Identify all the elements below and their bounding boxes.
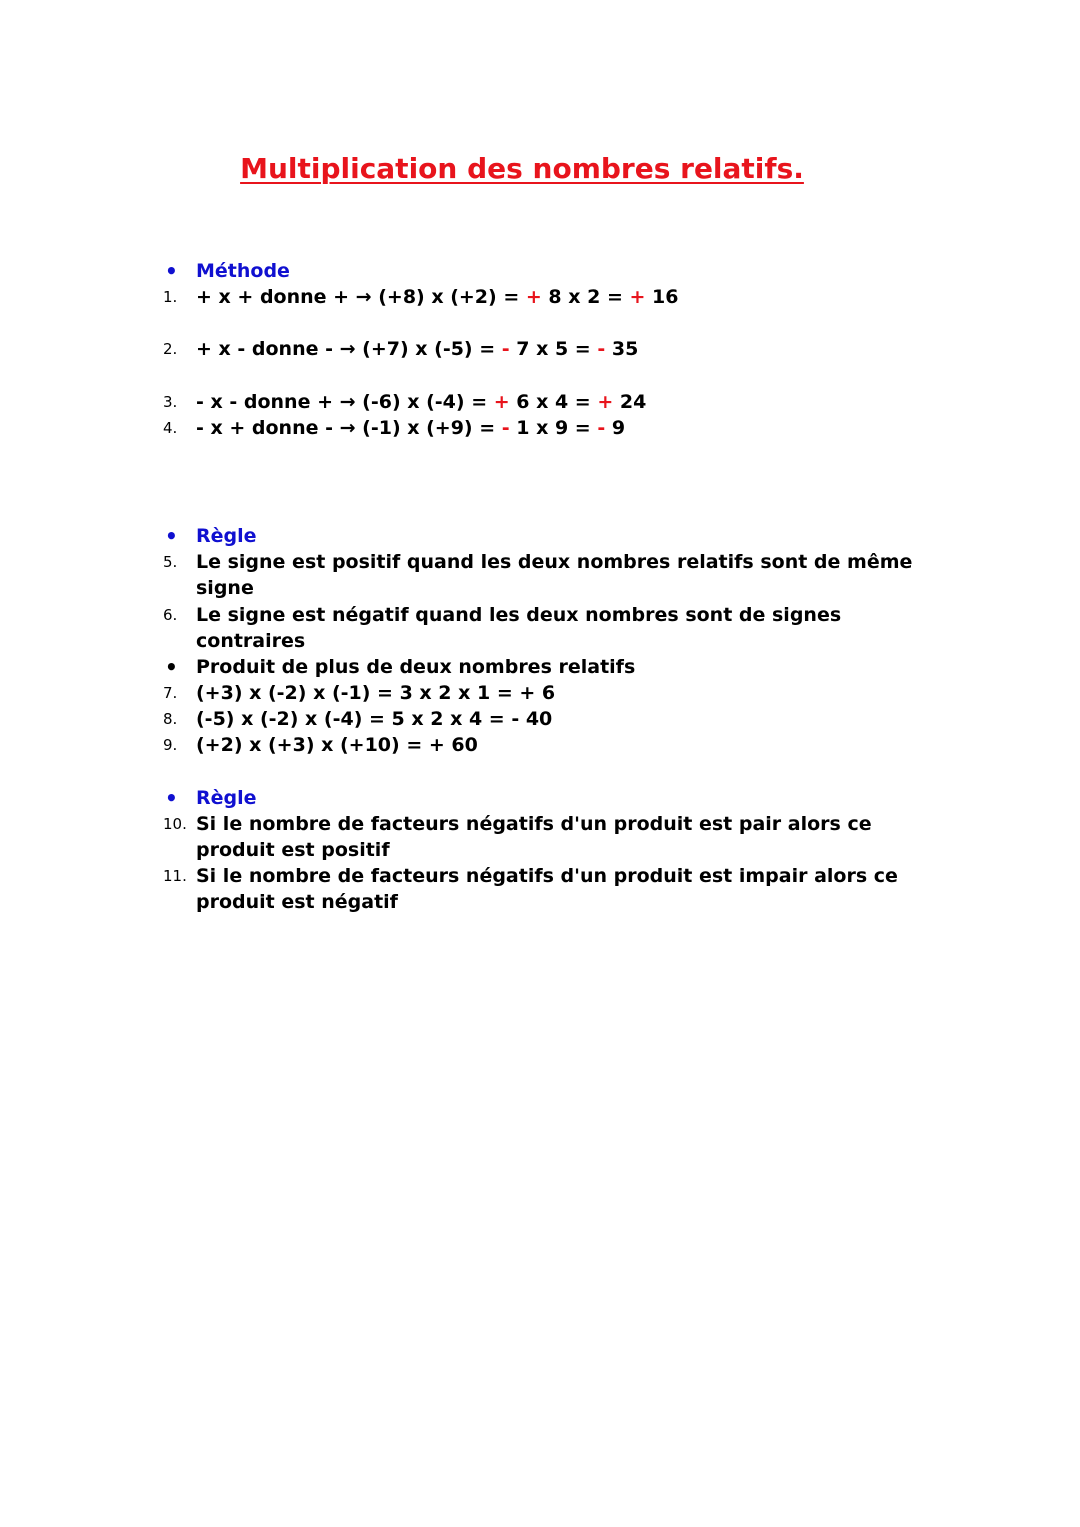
item-text: - x + donne - → (-1) x (+9) = - 1 x 9 = - 9: [196, 417, 626, 439]
item-text: (+3) x (-2) x (-1) = 3 x 2 x 1 = + 6: [196, 682, 556, 704]
item-number: 5.: [163, 553, 178, 571]
heading-label: Règle: [196, 525, 257, 547]
item-text: (-5) x (-2) x (-4) = 5 x 2 x 4 = - 40: [196, 708, 553, 730]
bullet: •: [165, 259, 178, 283]
bullet: •: [165, 655, 178, 679]
item-number: 1.: [163, 288, 178, 306]
heading-label: Produit de plus de deux nombres relatifs: [196, 656, 636, 678]
bullet: •: [165, 524, 178, 548]
item-number: 3.: [163, 393, 178, 411]
item-text: Le signe est positif quand les deux nombres relatifs sont de même signe: [196, 551, 913, 599]
item-number: 11.: [163, 867, 187, 885]
item-text: (+2) x (+3) x (+10) = + 60: [196, 734, 478, 756]
bullet: •: [165, 786, 178, 810]
item-number: 7.: [163, 684, 178, 702]
item-number: 9.: [163, 736, 178, 754]
item-text: + x - donne - → (+7) x (-5) = - 7 x 5 = - 35: [196, 338, 639, 360]
item-text: - x - donne + → (-6) x (-4) = + 6 x 4 = + 24: [196, 391, 647, 413]
item-number: 4.: [163, 419, 178, 437]
item-number: 6.: [163, 606, 178, 624]
heading-label: Méthode: [196, 260, 290, 282]
item-text: Si le nombre de facteurs négatifs d'un produit est impair alors ce produit est négatif: [196, 865, 898, 913]
item-number: 10.: [163, 815, 187, 833]
heading-label: Règle: [196, 787, 257, 809]
item-text: + x + donne + → (+8) x (+2) = + 8 x 2 = + 16: [196, 286, 679, 308]
page-title: Multiplication des nombres relatifs.: [240, 152, 804, 185]
item-text: Le signe est négatif quand les deux nombres sont de signes contraires: [196, 604, 842, 652]
item-text: Si le nombre de facteurs négatifs d'un produit est pair alors ce produit est positif: [196, 813, 872, 861]
item-number: 8.: [163, 710, 178, 728]
item-number: 2.: [163, 340, 178, 358]
